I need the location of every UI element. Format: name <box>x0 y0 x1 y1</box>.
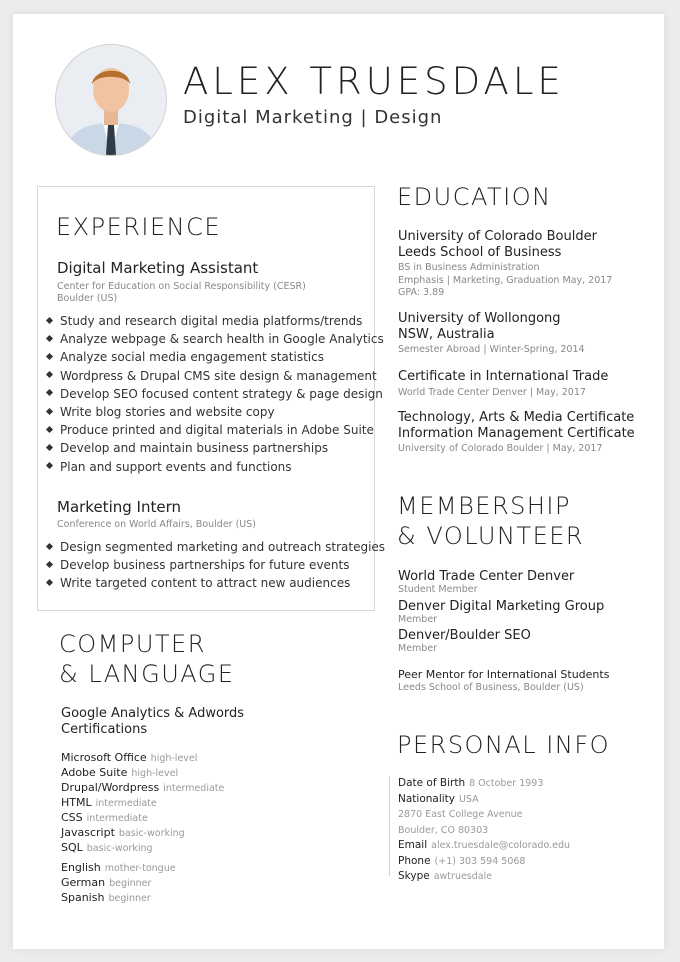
list-item: Wordpress & Drupal CMS site design & management <box>47 367 384 385</box>
list-item: Microsoft Office high-level <box>61 751 198 764</box>
list-item: Analyze social media engagement statistics <box>47 348 384 366</box>
list-item: Spanish beginner <box>61 891 151 904</box>
list-item: CSS intermediate <box>61 811 148 824</box>
volunteer-heading: & VOLUNTEER <box>397 522 585 550</box>
list-item: Adobe Suite high-level <box>61 766 179 779</box>
computer-heading: COMPUTER <box>59 630 206 658</box>
membership-list <box>398 569 604 656</box>
list-item: Javascript basic-working <box>61 826 185 839</box>
language-skills <box>61 861 176 906</box>
software-skills <box>61 751 224 856</box>
membership-heading: MEMBERSHIP <box>397 492 571 520</box>
list-item: HTML intermediate <box>61 796 157 809</box>
education-entry: Certificate in International Trade World Trade Center Denver | May, 2017 <box>398 369 609 398</box>
certification: Google Analytics & Adwords Certifications <box>61 706 245 737</box>
education-entry: University of Colorado Boulder Leeds School of Business BS in Business Administration Emphasis | Marketing, Graduation May, 2017 GPA: 3.89 <box>398 229 613 298</box>
email-link[interactable]: alex.truesdale@colorado.edu <box>431 840 571 851</box>
list-item: Write blog stories and website copy <box>47 403 384 421</box>
list-item: Develop and maintain business partnerships <box>47 439 384 457</box>
list-item: Produce printed and digital materials in Adobe Suite <box>47 421 384 439</box>
personal-info-list: Date of Birth 8 October 1993 Nationality USA 2870 East College Avenue Boulder, CO 80303 Email alex.truesdale@colorado.edu Phone (+1) 303 594 5068 Skype awtruesdale <box>398 777 571 882</box>
candidate-subtitle: Digital Marketing | Design <box>183 107 443 128</box>
divider <box>389 776 390 876</box>
mentor-entry: Peer Mentor for International Students Leeds School of Business, Boulder (US) <box>398 668 610 693</box>
education-entry: Technology, Arts & Media Certificate Information Management Certificate University of Colorado Boulder | May, 2017 <box>398 410 635 454</box>
job-bullets <box>47 538 385 593</box>
job-org: Conference on World Affairs, Boulder (US) <box>57 519 256 530</box>
list-item: Denver Digital Marketing Group Member <box>398 598 605 625</box>
list-item: Plan and support events and functions <box>47 458 384 476</box>
language-heading: & LANGUAGE <box>59 660 235 688</box>
job-title: Marketing Intern <box>57 498 181 516</box>
list-item: Develop SEO focused content strategy & page design <box>47 385 384 403</box>
list-item: World Trade Center Denver Student Member <box>398 569 575 595</box>
list-item: Study and research digital media platforms/trends <box>47 312 384 330</box>
list-item: SQL basic-working <box>61 841 153 854</box>
profile-photo <box>55 44 167 156</box>
list-item: Write targeted content to attract new audiences <box>47 574 385 592</box>
personal-info-heading: PERSONAL INFO <box>397 731 611 759</box>
education-heading: EDUCATION <box>397 183 552 211</box>
list-item: Develop business partnerships for future events <box>47 556 385 574</box>
list-item: Analyze webpage & search health in Google Analytics <box>47 330 384 348</box>
list-item: German beginner <box>61 876 152 889</box>
list-item: English mother-tongue <box>61 861 176 874</box>
job-title: Digital Marketing Assistant <box>57 259 259 277</box>
experience-heading: EXPERIENCE <box>56 213 222 241</box>
job-org: Center for Education on Social Responsibility (CESR) <box>57 281 306 292</box>
list-item: Design segmented marketing and outreach strategies <box>47 538 385 556</box>
candidate-name: ALEX TRUESDALE <box>183 60 565 103</box>
education-entry: University of Wollongong NSW, Australia Semester Abroad | Winter-Spring, 2014 <box>398 311 585 355</box>
job-bullets <box>47 312 384 476</box>
list-item: Denver/Boulder SEO Member <box>398 628 531 654</box>
job-location: Boulder (US) <box>57 293 118 304</box>
list-item: Drupal/Wordpress intermediate <box>61 781 225 794</box>
